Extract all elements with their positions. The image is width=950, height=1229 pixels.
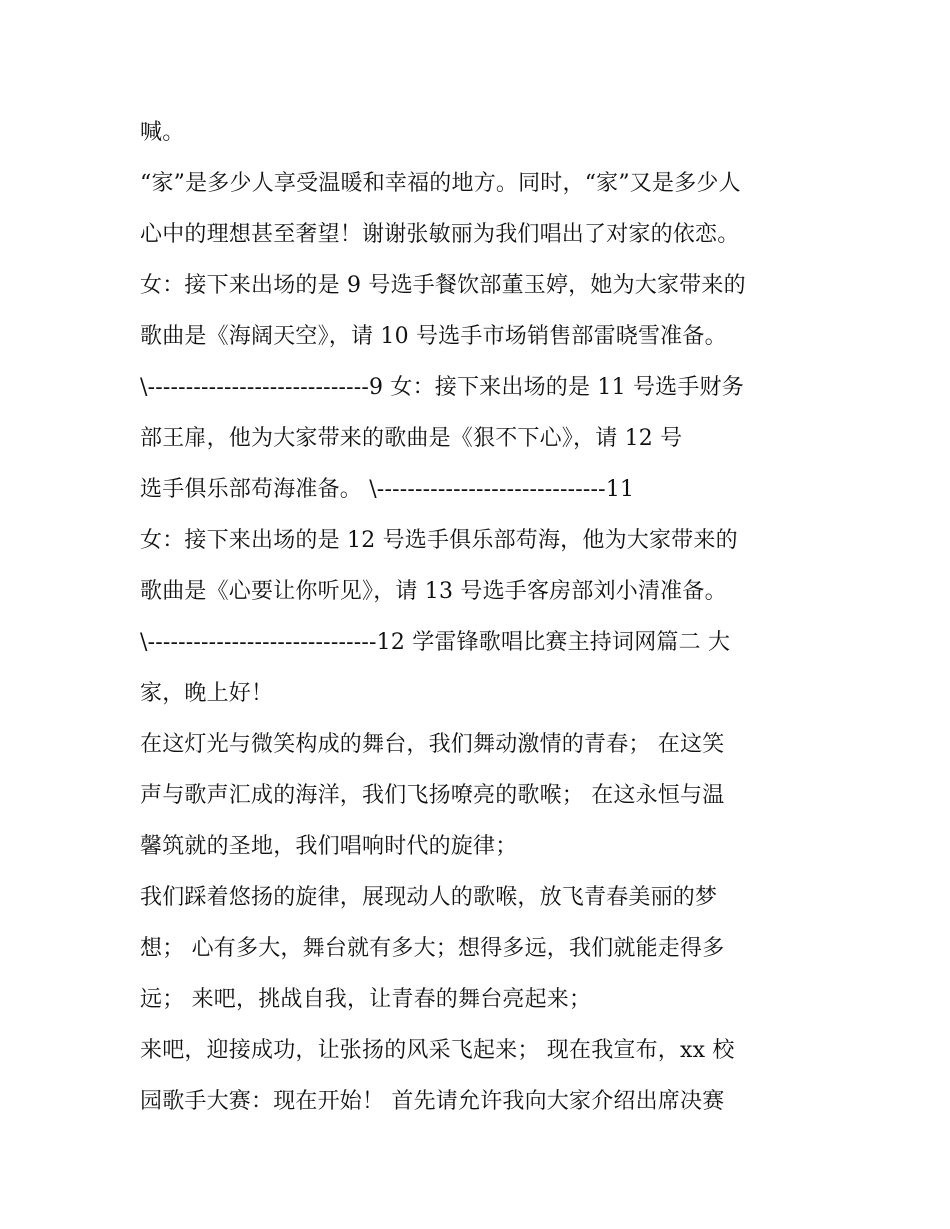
text-line: 喊。 — [140, 120, 185, 145]
text-line: 声与歌声汇成的海洋，我们飞扬嘹亮的歌喉； 在这永恒与温 — [140, 783, 725, 808]
text-line: 歌曲是《心要让你听见》，请 13 号选手客房部刘小清准备。 — [140, 579, 727, 604]
text-line: 来吧，迎接成功，让张扬的风采飞起来； 现在我宣布，xx 校 — [140, 1038, 735, 1063]
text-line: 心中的理想甚至奢望！谢谢张敏丽为我们唱出了对家的依恋。 — [140, 222, 740, 247]
text-line: 家，晚上好！ — [140, 681, 274, 706]
text-line: \------------------------------12 学雷锋歌唱比赛主持词网篇二 大 — [140, 630, 731, 655]
text-line: 我们踩着悠扬的旋律，展现动人的歌喉，放飞青春美丽的梦 — [140, 885, 718, 910]
text-line: 园歌手大赛：现在开始！ 首先请允许我向大家介绍出席决赛 — [140, 1089, 725, 1114]
text-line: “家”是多少人享受温暖和幸福的地方。同时，“家”又是多少人 — [140, 171, 741, 196]
text-line: \-----------------------------9 女：接下来出场的是 11 号选手财务 — [140, 375, 744, 400]
text-line: 女：接下来出场的是 9 号选手餐饮部董玉婷，她为大家带来的 — [140, 273, 746, 298]
text-line: 在这灯光与微笑构成的舞台，我们舞动激情的青春； 在这笑 — [140, 732, 725, 757]
text-line: 远； 来吧，挑战自我，让青春的舞台亮起来； — [140, 987, 592, 1012]
text-line: 女：接下来出场的是 12 号选手俱乐部苟海，他为大家带来的 — [140, 528, 738, 553]
text-line: 选手俱乐部苟海准备。 \------------------------------11 — [140, 477, 635, 502]
text-line: 部王扉，他为大家带来的歌曲是《狠不下心》，请 12 号 — [140, 426, 683, 451]
text-line: 想； 心有多大，舞台就有多大；想得多远，我们就能走得多 — [140, 936, 725, 961]
document-body — [140, 107, 820, 1127]
text-line: 歌曲是《海阔天空》，请 10 号选手市场销售部雷晓雪准备。 — [140, 324, 727, 349]
text-line: 馨筑就的圣地，我们唱响时代的旋律； — [140, 834, 518, 859]
